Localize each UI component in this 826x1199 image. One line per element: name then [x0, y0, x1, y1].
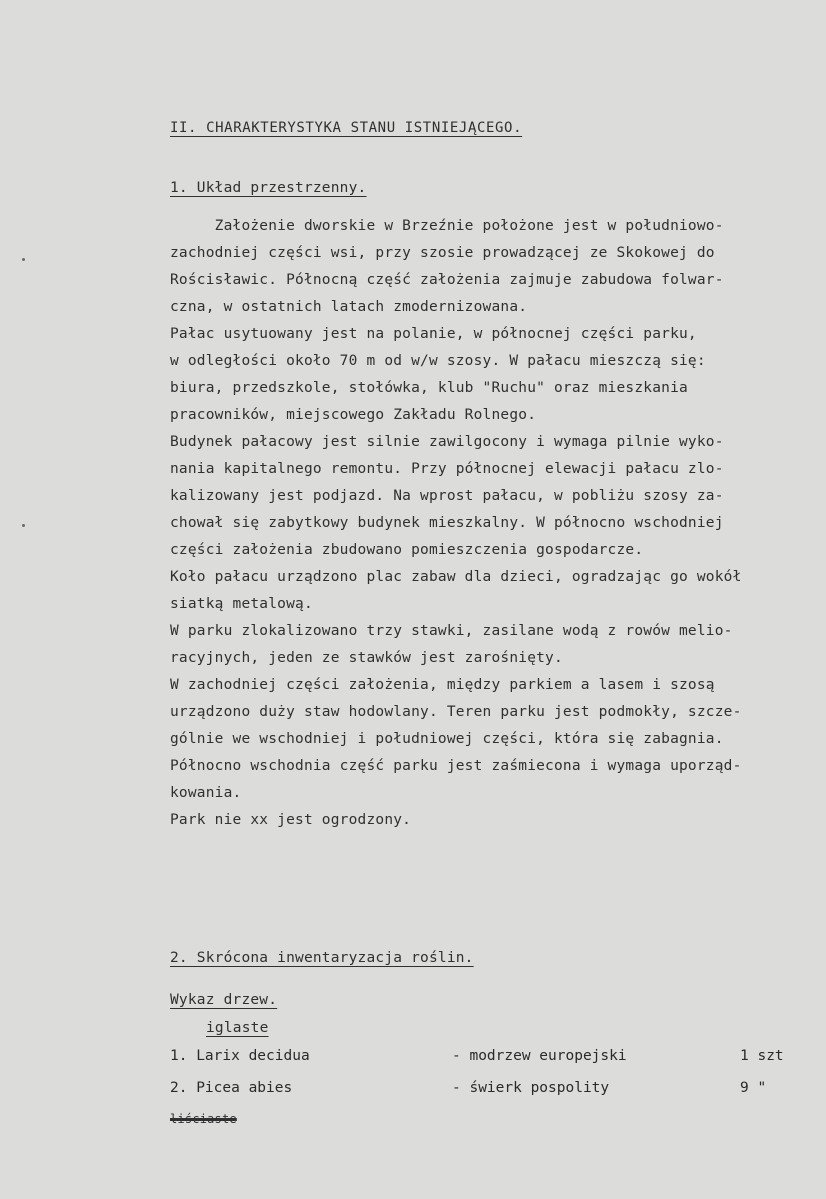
paragraph-line: czna, w ostatnich latach zmodernizowana. [170, 299, 528, 315]
paragraph-line: kowania. [170, 785, 242, 801]
paragraph-line: Północno wschodnia część parku jest zaśmiecona i wymaga uporząd- [170, 758, 742, 774]
tree-list-title: Wykaz drzew. [170, 992, 278, 1008]
tree-latin-name: 2. Picea abies [170, 1080, 293, 1096]
tree-count: 1 szt [740, 1048, 784, 1064]
subsection-title-layout: 1. Układ przestrzenny. [170, 180, 367, 196]
tree-polish-name: - modrzew europejski [452, 1048, 627, 1064]
paragraph-line: pracowników, miejscowego Zakładu Rolnego. [170, 407, 537, 423]
paragraph-line: Budynek pałacowy jest silnie zawilgocony i wymaga pilnie wyko- [170, 434, 724, 450]
paragraph-line: w odległości około 70 m od w/w szosy. W pałacu mieszczą się: [170, 353, 706, 369]
tree-count: 9 " [740, 1080, 767, 1096]
paragraph-line: W zachodniej części założenia, między parkiem a lasem i szosą [170, 677, 715, 693]
group-title-conifers: iglaste [206, 1020, 269, 1036]
paragraph-line: gólnie we wschodniej i południowej części, która się zabagnia. [170, 731, 724, 747]
subsection-title-inventory: 2. Skrócona inwentaryzacja roślin. [170, 950, 474, 966]
tree-polish-name: - świerk pospolity [452, 1080, 610, 1096]
margin-mark [22, 524, 25, 527]
paragraph-line: kalizowany jest podjazd. Na wprost pałacu, w pobliżu szosy za- [170, 488, 724, 504]
paragraph-line: racyjnych, jeden ze stawków jest zarośnięty. [170, 650, 563, 666]
paragraph-line: części założenia zbudowano pomieszczenia gospodarcze. [170, 542, 644, 558]
paragraph-line: Park nie xx jest ogrodzony. [170, 812, 412, 828]
paragraph-line: Pałac usytuowany jest na polanie, w północnej części parku, [170, 326, 697, 342]
paragraph-line: nania kapitalnego remontu. Przy północnej elewacji pałacu zlo- [170, 461, 724, 477]
struck-out-word: liściaste [170, 1112, 237, 1126]
paragraph-line: siatką metalową. [170, 596, 313, 612]
paragraph-line: chował się zabytkowy budynek mieszkalny. W północno wschodniej [170, 515, 724, 531]
paragraph-line: W parku zlokalizowano trzy stawki, zasilane wodą z rowów melio- [170, 623, 733, 639]
paragraph-line: zachodniej części wsi, przy szosie prowadzącej ze Skokowej do [170, 245, 715, 261]
paragraph-line: Koło pałacu urządzono plac zabaw dla dzieci, ogradzając go wokół [170, 569, 742, 585]
tree-latin-name: 1. Larix decidua [170, 1048, 310, 1064]
margin-mark [22, 258, 25, 261]
paragraph-line: Rościsławic. Północną część założenia zajmuje zabudowa folwar- [170, 272, 724, 288]
paragraph-line: urządzono duży staw hodowlany. Teren parku jest podmokły, szcze- [170, 704, 742, 720]
paragraph-line: Założenie dworskie w Brzeźnie położone jest w południowo- [170, 218, 724, 234]
paragraph-line: biura, przedszkole, stołówka, klub "Ruchu" oraz mieszkania [170, 380, 688, 396]
section-title: II. CHARAKTERYSTYKA STANU ISTNIEJĄCEGO. [170, 120, 523, 136]
